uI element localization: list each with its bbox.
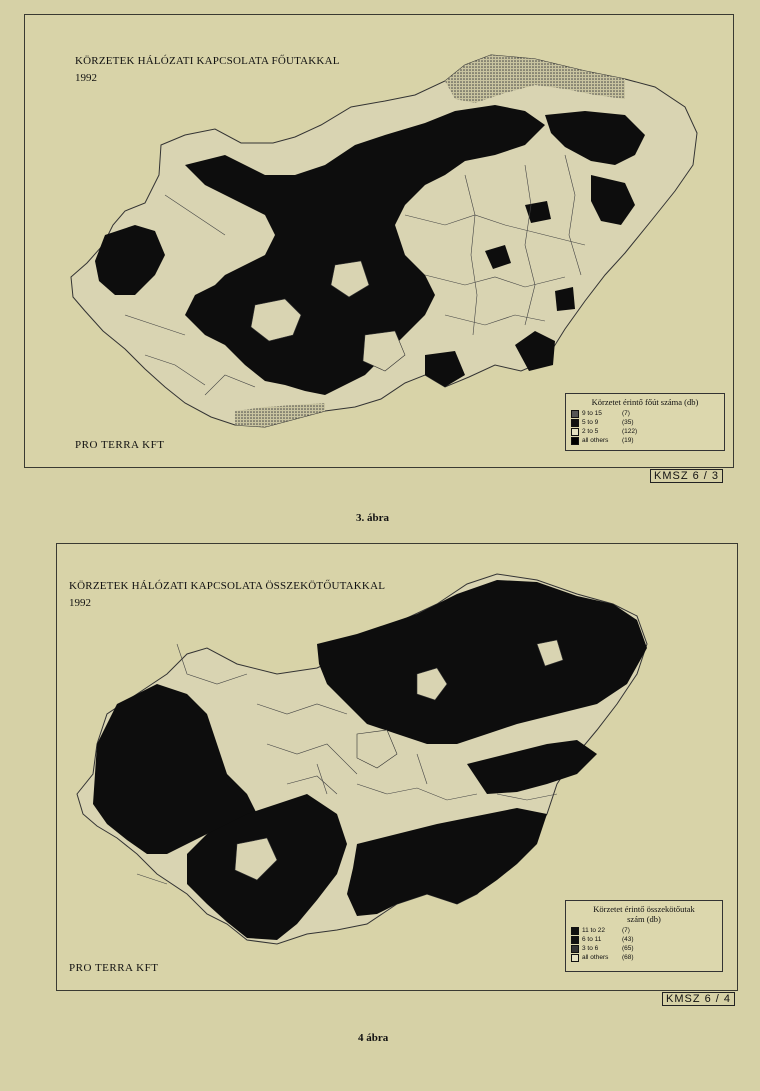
figure-caption: 3. ábra [356,512,389,524]
map-panel-2 [56,543,738,991]
legend-count: (65) [622,945,634,952]
legend-item [571,436,719,445]
legend-count: (35) [622,419,634,426]
legend-count: (7) [622,927,630,934]
map-legend [565,393,725,451]
legend-item [571,935,717,944]
legend-label: 5 to 9 [582,419,599,426]
legend-count: (7) [622,410,630,417]
legend-swatch [571,410,579,418]
legend-count: (19) [622,437,634,444]
map-legend [565,900,723,972]
legend-item [571,418,719,427]
map-title: KÖRZETEK HÁLÓZATI KAPCSOLATA ÖSSZEKÖTŐUTAKKAL [69,580,386,592]
legend-label: all others [582,437,609,444]
figure-code: KMSZ 6 / 3 [650,469,723,483]
legend-item [571,926,717,935]
legend-swatch [571,936,579,944]
legend-label: 6 to 11 [582,936,602,943]
legend-label: 11 to 22 [582,927,606,934]
legend-label: 2 to 5 [582,428,599,435]
legend-title: Körzetet érintő főút száma (db) [591,397,699,407]
legend-label: 3 to 6 [582,945,599,952]
legend-swatch [571,428,579,436]
legend-count: (43) [622,936,634,943]
legend-label: 9 to 15 [582,410,602,417]
legend-label: all others [582,954,609,961]
map-panel-1 [24,14,734,468]
legend-count: (122) [622,428,638,435]
credit-text: PRO TERRA KFT [75,439,165,451]
figure-code: KMSZ 6 / 4 [662,992,735,1006]
figure-caption: 4 ábra [358,1032,389,1044]
map-year: 1992 [75,72,97,84]
legend-count: (68) [622,954,634,961]
legend-swatch [571,437,579,445]
legend-swatch [571,927,579,935]
dark-region-small-3 [555,287,575,311]
legend-swatch [571,419,579,427]
map-title: KÖRZETEK HÁLÓZATI KAPCSOLATA FŐUTAKKAL [75,55,340,67]
map-year: 1992 [69,597,91,609]
credit-text: PRO TERRA KFT [69,962,159,974]
legend-item [571,409,719,418]
legend-item [571,944,717,953]
legend-item [571,427,719,436]
legend-title: Körzetet érintő összekötőutak szám (db) [593,904,695,924]
legend-swatch [571,954,579,962]
legend-item [571,953,717,962]
legend-swatch [571,945,579,953]
